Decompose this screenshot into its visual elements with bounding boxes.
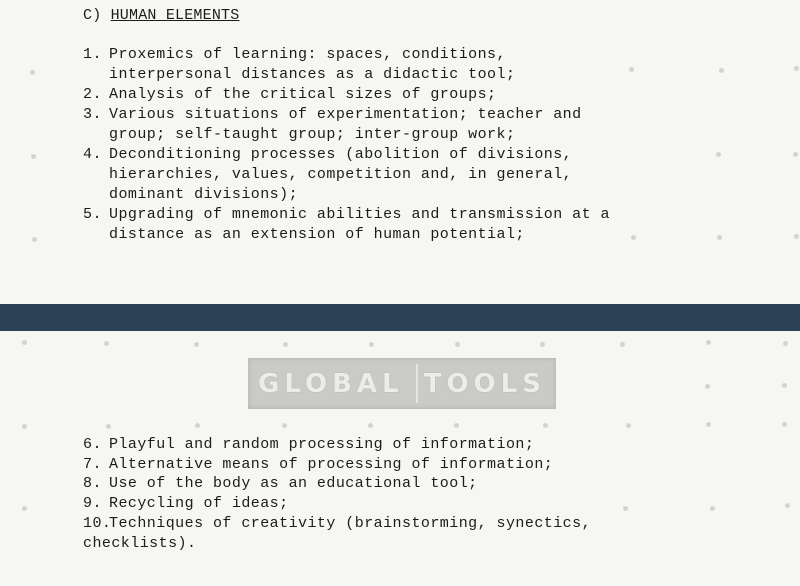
paper-dot	[454, 423, 459, 428]
section-heading	[83, 7, 239, 24]
paper-dot	[31, 154, 36, 159]
paper-dot	[716, 152, 721, 157]
item-text-line: hierarchies, values, competition and, in general,	[109, 166, 573, 183]
paper-dot	[22, 424, 27, 429]
item-text-line: interpersonal distances as a didactic tool;	[109, 66, 516, 83]
paper-dot	[719, 68, 724, 73]
lower-sheet	[0, 331, 800, 586]
item-text-line: Recycling of ideas;	[109, 495, 289, 512]
item-text-line: Proxemics of learning: spaces, conditions,	[109, 46, 506, 63]
paper-dot	[282, 423, 287, 428]
logo-word-right: TOOLS	[423, 368, 546, 399]
paper-dot	[368, 423, 373, 428]
paper-dot	[629, 67, 634, 72]
item-text-line: Use of the body as an educational tool;	[109, 475, 478, 492]
paper-dot	[631, 235, 636, 240]
paper-dot	[22, 506, 27, 511]
paper-dot	[785, 503, 790, 508]
paper-dot	[22, 340, 27, 345]
paper-dot	[194, 342, 199, 347]
item-number: 5.	[83, 206, 102, 223]
item-text-line: Upgrading of mnemonic abilities and transmission at a	[109, 206, 610, 223]
paper-dot	[794, 66, 799, 71]
item-number: 9.	[83, 495, 102, 512]
item-number: 2.	[83, 86, 102, 103]
paper-dot	[782, 383, 787, 388]
paper-dot	[794, 234, 799, 239]
logo-separator	[416, 364, 418, 403]
paper-dot	[620, 342, 625, 347]
item-number: 1.	[83, 46, 102, 63]
section-prefix: C)	[83, 7, 102, 24]
item-text-line: dominant divisions);	[109, 186, 299, 203]
paper-dot	[705, 384, 710, 389]
paper-dot	[706, 422, 711, 427]
divider-band	[0, 304, 800, 331]
item-text-line: group; self-taught group; inter-group work;	[109, 126, 516, 143]
global-tools-logo	[248, 358, 556, 409]
paper-dot	[717, 235, 722, 240]
paper-dot	[540, 342, 545, 347]
paper-dot	[710, 506, 715, 511]
paper-dot	[782, 422, 787, 427]
paper-dot	[706, 340, 711, 345]
paper-dot	[455, 342, 460, 347]
item-number: 6.	[83, 436, 102, 453]
paper-dot	[623, 506, 628, 511]
item-text-line: Various situations of experimentation; teacher and	[109, 106, 582, 123]
item-text-line: checklists).	[83, 535, 197, 552]
paper-dot	[543, 423, 548, 428]
paper-dot	[283, 342, 288, 347]
item-text-line: distance as an extension of human potential;	[109, 226, 525, 243]
item-number: 10.	[83, 515, 112, 532]
paper-dot	[626, 423, 631, 428]
paper-dot	[30, 70, 35, 75]
item-number: 7.	[83, 456, 102, 473]
item-text-line: Techniques of creativity (brainstorming, synectics,	[109, 515, 592, 532]
item-number: 3.	[83, 106, 102, 123]
item-text-line: Analysis of the critical sizes of groups;	[109, 86, 497, 103]
paper-dot	[106, 424, 111, 429]
logo-word-left: GLOBAL	[258, 368, 404, 399]
item-text-line: Deconditioning processes (abolition of divisions,	[109, 146, 573, 163]
paper-dot	[195, 423, 200, 428]
item-text-line: Alternative means of processing of information;	[109, 456, 554, 473]
paper-dot	[793, 152, 798, 157]
paper-dot	[104, 341, 109, 346]
item-number: 8.	[83, 475, 102, 492]
paper-dot	[32, 237, 37, 242]
paper-dot	[783, 341, 788, 346]
item-text-line: Playful and random processing of information;	[109, 436, 535, 453]
item-number: 4.	[83, 146, 102, 163]
section-title: HUMAN ELEMENTS	[110, 7, 240, 24]
paper-dot	[369, 342, 374, 347]
